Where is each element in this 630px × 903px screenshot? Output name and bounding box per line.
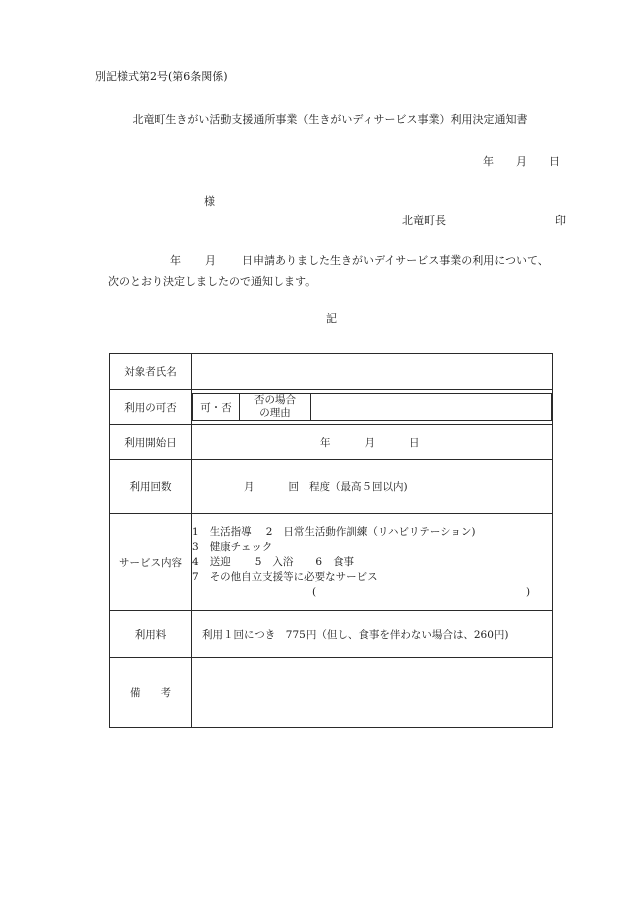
value-fee: 利用１回につき 775円（但し、食事を伴わない場合は、260円)	[192, 611, 553, 658]
decision-table	[109, 353, 553, 728]
table-row-remarks	[110, 658, 553, 728]
issue-date-day: 日	[549, 155, 560, 168]
table-row-usage-count	[110, 460, 553, 514]
table-row-fee	[110, 611, 553, 658]
value-recipient-name	[192, 354, 553, 390]
notice-body-line-1	[170, 252, 549, 268]
issue-date-month: 月	[516, 155, 527, 168]
service-line-2: 3 健康チェック	[192, 540, 273, 553]
label-usage-count: 利用回数	[110, 460, 192, 514]
approval-subtable	[192, 393, 552, 421]
application-month: 月	[205, 254, 216, 267]
value-usage-count: 月 回 程度（最高５回以内)	[192, 460, 553, 514]
addressee-suffix: 様	[204, 195, 215, 208]
service-other-parentheses: ( )	[312, 585, 531, 598]
label-approval: 利用の可否	[110, 390, 192, 425]
rejection-reason-label: 否の場合 の理由	[240, 394, 311, 421]
value-start-date: 年 月 日	[192, 425, 553, 460]
service-line-4: 7 その他自立支援等に必要なサービス	[192, 570, 378, 583]
issue-date	[483, 153, 560, 169]
document-title: 北竜町生きがい活動支援通所事業（生きがいディサービス事業）利用決定通知書	[132, 113, 528, 126]
approval-option: 可・否	[193, 394, 240, 421]
application-year: 年	[170, 254, 181, 267]
seal-mark: 印	[555, 214, 566, 227]
label-recipient-name: 対象者氏名	[110, 354, 192, 390]
table-row-services	[110, 514, 553, 611]
service-list	[192, 514, 553, 611]
table-row-name	[110, 354, 553, 390]
label-services: サービス内容	[110, 514, 192, 611]
label-start-date: 利用開始日	[110, 425, 192, 460]
table-row-approval	[110, 390, 553, 425]
rejection-reason-value	[311, 394, 552, 421]
notice-body-line-2: 次のとおり決定しましたので通知します。	[108, 275, 317, 288]
form-number-label: 別記様式第2号(第6条関係)	[95, 70, 228, 83]
table-row-start-date	[110, 425, 553, 460]
issue-date-year: 年	[483, 155, 494, 168]
notice-body-text: 日申請ありました生きがいデイサービス事業の利用について、	[242, 254, 549, 267]
service-line-1: 1 生活指導 2 日常生活動作訓練（リハビリテーション)	[192, 525, 476, 538]
label-fee: 利用料	[110, 611, 192, 658]
ki-heading: 記	[326, 312, 337, 325]
sender-name: 北竜町長	[402, 214, 446, 227]
label-remarks: 備 考	[110, 658, 192, 728]
service-line-3: 4 送迎 5 入浴 6 食事	[192, 555, 355, 568]
value-remarks	[192, 658, 553, 728]
